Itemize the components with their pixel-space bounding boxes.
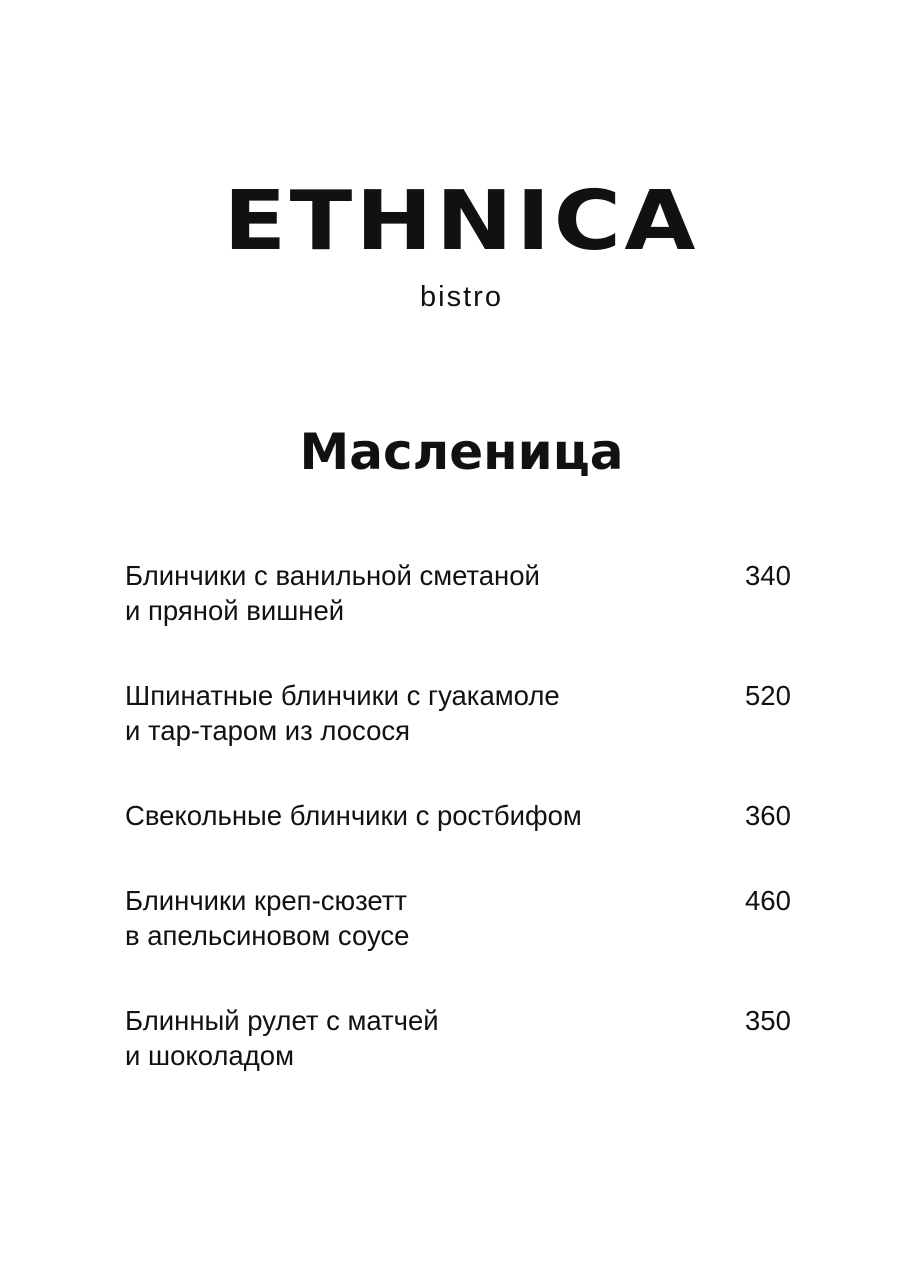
menu-item	[125, 798, 805, 833]
menu-item	[125, 1003, 805, 1073]
menu-item-name	[125, 558, 715, 628]
menu-item	[125, 678, 805, 748]
menu-item-name	[125, 883, 715, 953]
brand-header	[0, 174, 923, 314]
menu-item-line: и тар-таром из лосося	[125, 715, 411, 746]
brand-logo: ETHNICA	[223, 174, 700, 269]
menu-item	[125, 558, 805, 628]
menu-item-line: Блинчики креп-сюзетт	[125, 885, 407, 916]
menu-item	[125, 883, 805, 953]
menu-item-line: Свекольные блинчики с ростбифом	[125, 800, 582, 831]
menu-title: Масленица	[299, 423, 624, 481]
menu-item-name	[125, 798, 715, 833]
menu-item-price: 360	[745, 800, 791, 831]
menu-item-line: в апельсиновом соусе	[125, 920, 410, 951]
brand-subtitle: bistro	[420, 281, 503, 313]
menu-list	[125, 558, 805, 1073]
menu-item-price: 350	[745, 1005, 791, 1036]
menu-item-price: 460	[745, 885, 791, 916]
menu-item-line: Шпинатные блинчики с гуакамоле	[125, 680, 560, 711]
menu-item-price: 520	[745, 680, 791, 711]
menu-item-line: и пряной вишней	[125, 595, 345, 626]
menu-item-line: и шоколадом	[125, 1040, 294, 1071]
menu-item-line: Блинный рулет с матчей	[125, 1005, 439, 1036]
menu-item-name	[125, 1003, 715, 1073]
menu-item-price: 340	[745, 560, 791, 591]
menu-item-line: Блинчики с ванильной сметаной	[125, 560, 540, 591]
menu-item-name	[125, 678, 715, 748]
